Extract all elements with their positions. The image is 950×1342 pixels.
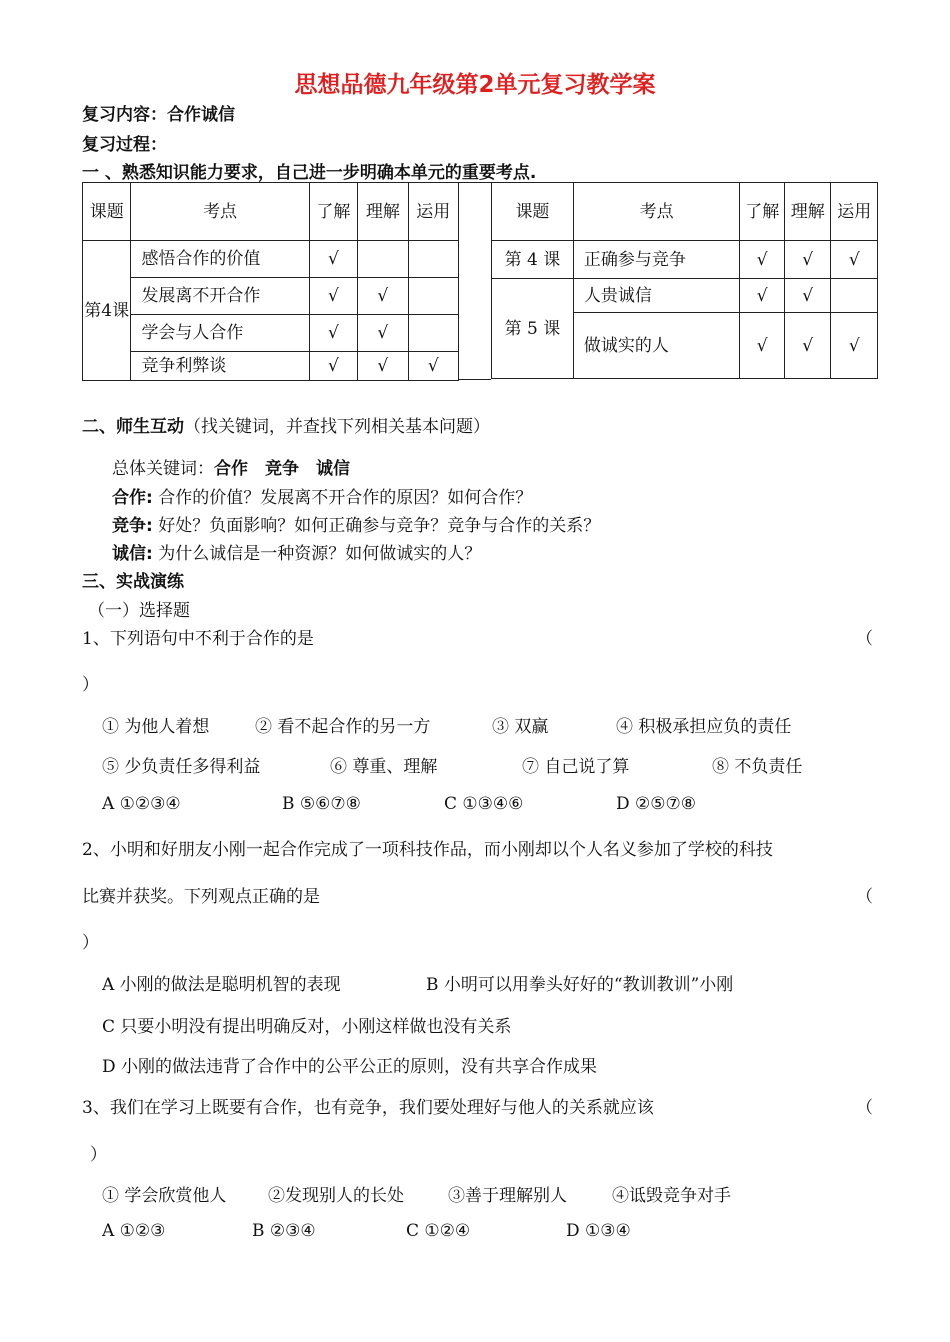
section3-sub: （一）选择题	[88, 601, 190, 621]
point-cell: 做诚实的人	[573, 313, 740, 379]
point-cell: 学会与人合作	[131, 315, 309, 352]
check-cell: √	[358, 352, 408, 381]
check-cell	[831, 279, 878, 313]
check-cell: √	[740, 279, 785, 313]
q2-stem-line2: 比赛并获奖。下列观点正确的是	[82, 887, 320, 907]
q1-item: ⑧ 不负责任	[712, 757, 803, 777]
point-cell: 正确参与竞争	[573, 241, 740, 279]
q3-stem: 3、我们在学习上既要有合作，也有竞争，我们要处理好与他人的关系就应该	[82, 1098, 654, 1118]
header-lesson	[492, 183, 574, 241]
q3-option-c: C ①②④	[406, 1221, 471, 1241]
q1-paren-close: ）	[82, 675, 99, 695]
table-row	[83, 352, 459, 381]
lesson-cell: 第 5 课	[492, 279, 574, 379]
check-cell: √	[784, 279, 831, 313]
section1-heading: 一 、熟悉知识能力要求，自己进一步明确本单元的重要考点.	[82, 163, 537, 183]
check-cell: √	[358, 278, 408, 315]
q1-option-c: C ①③④⑥	[444, 794, 524, 814]
q1-stem: 1、下列语句中不利于合作的是	[82, 629, 314, 649]
document-title: 思想品德九年级第2单元复习教学案	[294, 72, 656, 98]
q3-paren-close: ）	[90, 1145, 107, 1165]
lesson-cell: 第 4 课	[492, 241, 574, 279]
q3-paren-open: （	[856, 1098, 873, 1118]
review-content: 复习内容：合作诚信	[82, 105, 235, 125]
header-point	[573, 183, 740, 241]
list-item	[112, 539, 481, 564]
header-comprehend	[784, 183, 831, 241]
q1-item: ② 看不起合作的另一方	[255, 717, 431, 737]
check-cell	[408, 315, 458, 352]
q3-option-a: A ①②③	[102, 1221, 166, 1241]
lesson-cell	[83, 241, 131, 381]
q3-option-b: B ②③④	[252, 1221, 316, 1241]
check-cell: √	[784, 313, 831, 379]
q2-paren-close: ）	[82, 933, 99, 953]
check-cell: √	[831, 241, 878, 279]
check-cell	[358, 241, 408, 278]
knowledge-table-right	[491, 182, 878, 379]
check-cell: √	[309, 241, 357, 278]
q1-item: ③ 双赢	[492, 717, 549, 737]
list-item	[112, 511, 600, 536]
point-cell: 发展离不开合作	[131, 278, 309, 315]
header-comprehend-text: 理解	[365, 201, 400, 222]
q1-paren-open: （	[856, 629, 873, 649]
header-point	[131, 183, 309, 241]
q2-option-c: C 只要小明没有提出明确反对，小刚这样做也没有关系	[102, 1017, 512, 1037]
q1-option-b: B ⑤⑥⑦⑧	[282, 794, 361, 814]
header-understand	[309, 183, 357, 241]
q3-item: ④诋毁竞争对手	[612, 1186, 731, 1206]
section3-heading: 三、实战演练	[82, 572, 184, 592]
check-cell: √	[831, 313, 878, 379]
q1-item: ⑥ 尊重、理解	[330, 757, 438, 777]
q1-item: ④ 积极承担应负的责任	[616, 717, 792, 737]
header-apply	[408, 183, 458, 241]
check-cell: √	[309, 352, 357, 381]
keywords-line	[112, 454, 350, 479]
item-label: 竞争:	[112, 516, 153, 536]
point-cell: 竞争利弊谈	[131, 352, 309, 381]
q3-item: ②发现别人的长处	[268, 1186, 404, 1206]
header-apply	[831, 183, 878, 241]
table-row	[83, 278, 459, 315]
knowledge-table-left	[82, 182, 459, 381]
section2-note: （找关键词，并查找下列相关基本问题）	[184, 417, 490, 437]
q2-paren-open: （	[856, 887, 873, 907]
check-cell: √	[358, 315, 408, 352]
q1-option-d: D ②⑤⑦⑧	[616, 794, 696, 814]
q1-item: ① 为他人着想	[102, 717, 210, 737]
header-apply-text: 运用	[416, 201, 451, 222]
header-point-text: 考点	[203, 201, 238, 222]
review-process: 复习过程：	[82, 135, 167, 155]
keywords-label: 总体关键词：	[112, 459, 214, 479]
header-understand-text: 了解	[745, 201, 780, 222]
point-cell: 人贵诚信	[573, 279, 740, 313]
item-label: 诚信:	[112, 544, 153, 564]
table-row	[492, 279, 878, 313]
header-understand	[740, 183, 785, 241]
q3-option-d: D ①③④	[566, 1221, 631, 1241]
check-cell: √	[408, 352, 458, 381]
header-comprehend-text: 理解	[790, 201, 825, 222]
q2-option-a: A 小刚的做法是聪明机智的表现	[102, 975, 341, 995]
item-text: 为什么诚信是一种资源？如何做诚实的人？	[152, 544, 482, 564]
q3-item: ③善于理解别人	[448, 1186, 567, 1206]
check-cell	[408, 241, 458, 278]
table-row	[492, 241, 878, 279]
q2-option-b: B 小明可以用拳头好好的“教训教训”小刚	[426, 975, 734, 995]
check-cell: √	[740, 241, 785, 279]
keywords: 合作 竞争 诚信	[214, 459, 350, 479]
header-lesson	[83, 183, 131, 241]
q1-item: ⑦ 自己说了算	[522, 757, 630, 777]
table-gap	[459, 182, 491, 380]
header-comprehend	[358, 183, 408, 241]
q1-option-a: A ①②③④	[102, 794, 181, 814]
check-cell	[408, 278, 458, 315]
check-cell: √	[740, 313, 785, 379]
item-text: 好处？负面影响？如何正确参与竞争？竞争与合作的关系？	[152, 516, 601, 536]
point-cell: 感悟合作的价值	[131, 241, 309, 278]
check-cell: √	[309, 278, 357, 315]
item-label: 合作:	[112, 488, 153, 508]
q1-item: ⑤ 少负责任多得利益	[102, 757, 261, 777]
list-item	[112, 483, 532, 508]
header-apply-text: 运用	[837, 201, 872, 222]
lesson-label: 第4课	[84, 300, 130, 321]
section2-heading: 二、师生互动	[82, 417, 184, 437]
check-cell: √	[309, 315, 357, 352]
header-point-text: 考点	[639, 201, 674, 222]
table-row	[83, 241, 459, 278]
header-lesson-text: 课题	[515, 201, 550, 222]
item-text: 合作的价值？发展离不开合作的原因？如何合作？	[152, 488, 533, 508]
q3-item: ① 学会欣赏他人	[102, 1186, 227, 1206]
header-understand-text: 了解	[316, 201, 351, 222]
header-lesson-text: 课题	[89, 201, 124, 222]
q2-option-d: D 小刚的做法违背了合作中的公平公正的原则，没有共享合作成果	[102, 1057, 598, 1077]
check-cell: √	[784, 241, 831, 279]
table-row	[83, 315, 459, 352]
q2-stem-line1: 2、小明和好朋友小刚一起合作完成了一项科技作品，而小刚却以个人名义参加了学校的科技	[82, 840, 773, 860]
section2	[82, 412, 490, 437]
